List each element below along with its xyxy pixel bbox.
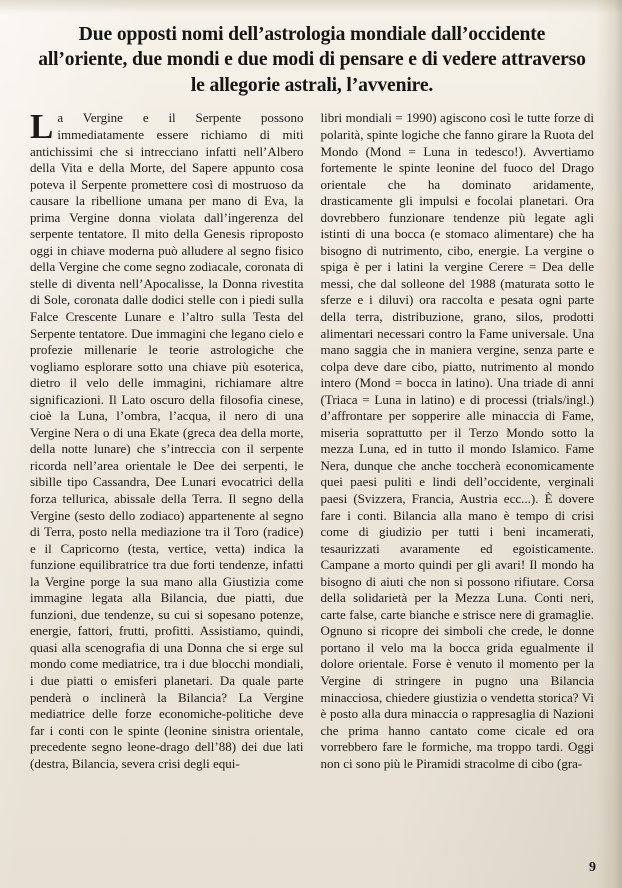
page-number: 9: [589, 860, 596, 875]
right-column-text: libri mondiali = 1990) agiscono così le tutte forze di polarità, spinte logiche che fanno girare la Ruota del Mondo (Mond = Luna in tedesco!). Avvertiamo fortemente le spinte leonine del fuoco del Drago orientale che ha dominato aridamente, drasticamente gli impulsi e focolai planetari. Ora dovrebbero funzionare tendenze più legate agli istinti di una bocca (e stomaco alimentare) che ha bisogno di nutrimento, cibo, energie. La vergine o spiga è per i latini la vergine Cerere = Dea delle messi, che dal solleone del 1988 (maturata sotto le sferze e i diluvi) ora raccolta e pesata ogni parte della terra, distribuzione, grano, silos, prodotti alimentari necessari contro la Fame universale. Una mano saggia che in maniera vergine, senza parte e colpa deve dare cibo, piatto, nutrimento al mondo intero (Mond = bocca in latino). Una triade di anni (Triaca = Luna in latino) e di processi (trials/ingl.) d’affrontare per sopperire alle minaccia di Fame, miseria soprattutto per il Terzo Mondo sotto la mezza Luna, ed in tutto il mondo Islamico. Fame Nera, dunque che anche toccherà economicamente quei paesi puliti e lindi dell’occidente, verginali paesi (Svizzera, Francia, Austria ecc...). È dovere fare i conti. Bilancia alla mano è tempo di crisi come di giudizio per tutti i beni incamerati, tesaurizzati avaramente ed egoisticamente. Campane a morto quindi per gli avari! Il mondo ha bisogno di aiuti che non si possono rifiutare. Corsa della solidarietà per la Mezza Luna. Conti neri, carte false, carte bianche e strisce nere di gramaglie. Ognuno si ricopre dei simboli che crede, le donne portano il velo ma la bocca grida egualmente il dolore orientale. Forse è venuto il momento per la Vergine di stringere in pugno una Bilancia minacciosa, chiedere giustizia o vendetta storica? Vi è posto alla dura minaccia o rappresaglia di Nazioni che prima hanno cantato come cicale ed ora vorrebbero fare le formiche, ma troppo tardi. Oggi non ci sono più le Piramidi stracolme di cibo (gra-: [320, 110, 594, 771]
right-column-paragraph: [321, 110, 595, 772]
article-columns: [30, 107, 594, 810]
left-column-paragraph: [30, 107, 304, 772]
column-right: [321, 110, 595, 810]
page-title: Due opposti nomi dell’astrologia mondiale dall’occidente all’oriente, due mondi e due modi di pensare e di vedere attraverso le allegorie astrali, l’avvenire.: [38, 24, 586, 96]
left-column-text: a Vergine e il Serpente possono immediatamente essere richiamo di miti antichissimi che si intrecciano infatti nell’Albero della Vita e della Morte, del Sapere appunto cosa poteva il Serpente promettere così di mostruoso da causare la ribellione umana per mano di Eva, la prima Vergine donna violata dall’ingerenza del serpente tentatore. Il mito della Genesis riproposto oggi in chiave moderna può alludere al segno fisico della Vergine che come segno zodiacale, coronata di stelle di diventa nell’Apocalisse, la Donna rivestita di Sole, coronata dalle dodici stelle con i piedi sulla Falce Crescente Lunare e l’altro sulla Testa del Serpente tentatore. Due immagini che legano cielo e profezie millenarie le teorie astrologiche che vogliamo esplorare sotto una chiave più esoterica, dietro il velo delle immagini, richiamare altre significazioni. Il Lato oscuro della filosofia cinese, cioè la Luna, l’ombra, l’acqua, il nero di una Vergine Nera o di una Ekate (greca dea della morte, della notte lunare) che s’intreccia con il serpente ricorda nell’area orientale le Dee dei serpenti, le sibille tipo Cassandra, Dee Lunari evocatrici della forza tellurica, abissale della Terra. Il segno della Vergine (sesto dello zodiaco) appartenente al segno di Terra, posto nella mediazione tra il Toro (radice) e il Capricorno (testa, vertice, vetta) indica la funzione equilibratrice tra due forti tendenze, infatti la Vergine porge la sua mano alla Giustizia come immagine legata alla Bilancia, due piatti, due funzioni, due tendenze, su cui si sopesano potenze, energie, fattori, frutti, profitti. Assistiamo, quindi, quasi alla scenografia di una Donna che si erge sul mondo come mediatrice, tra i due blocchi mondiali, i due piatti o emisferi planetari. Da quale parte penderà o inclinerà la Bilancia? La Vergine mediatrice delle forze economiche-politiche deve far i conti con le spinte (leonine sinistra orientale, precedente segno leone-drago dell’88) dei due lati (destra, Bilancia, severa crisi degli equi-: [30, 110, 304, 771]
column-left: [30, 107, 304, 810]
drop-cap: L: [30, 107, 54, 147]
